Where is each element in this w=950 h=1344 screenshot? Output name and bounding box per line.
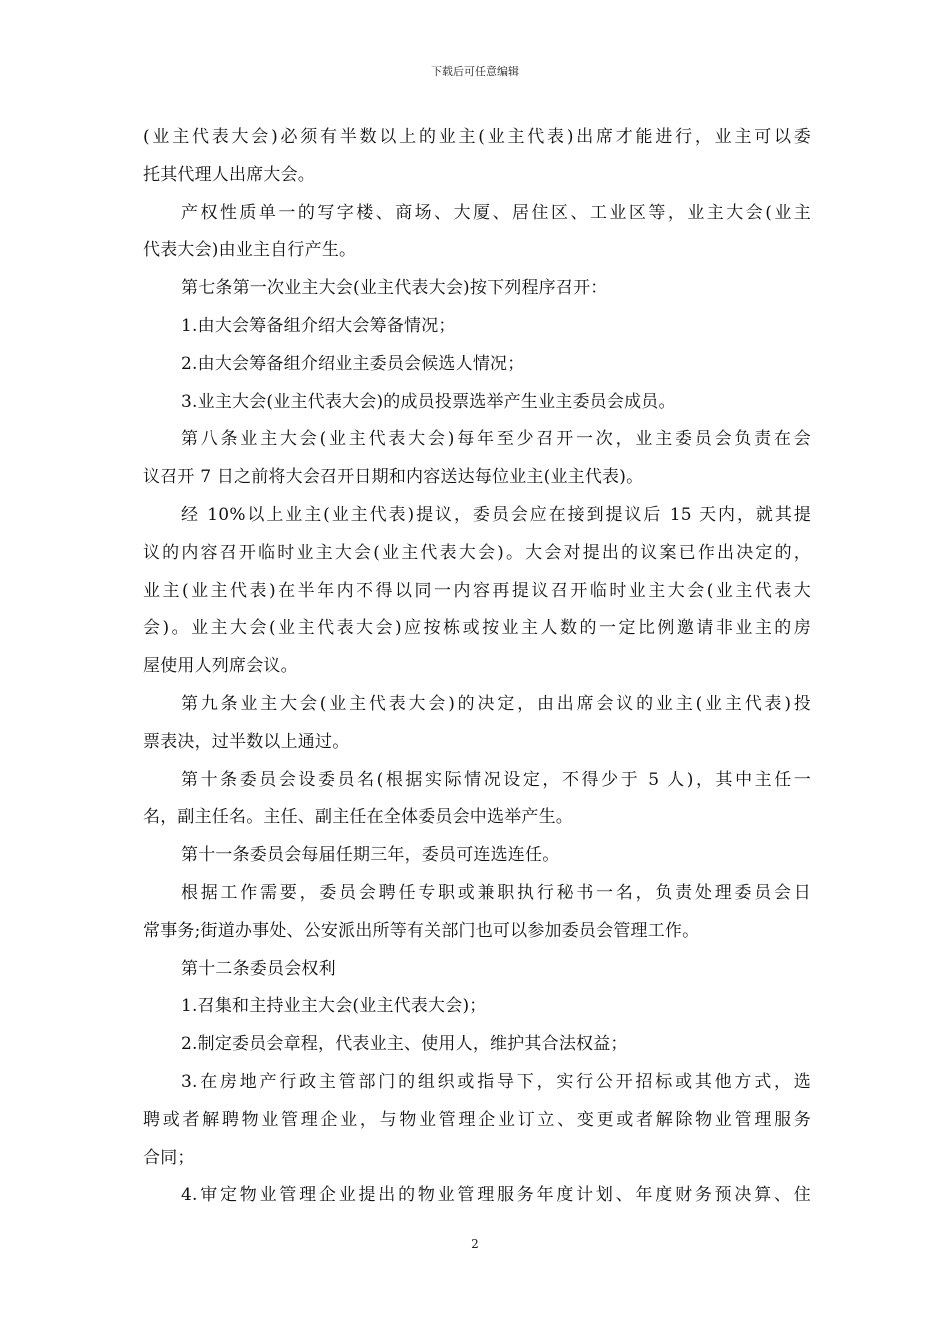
text-line: 票表决，过半数以上通过。 bbox=[143, 731, 350, 752]
text-line: 会)。业主大会(业主代表大会)应按栋或按业主人数的一定比例邀请非业主的房 bbox=[143, 618, 811, 639]
text-line: 产权性质单一的写字楼、商场、大厦、居住区、工业区等，业主大会(业主 bbox=[181, 202, 811, 223]
document-body bbox=[143, 119, 811, 1215]
text-line: 代表大会)由业主自行产生。 bbox=[143, 240, 357, 261]
text-line: 托其代理人出席大会。 bbox=[143, 164, 315, 185]
text-line: 经 10%以上业主(业主代表)提议，委员会应在接到提议后 15 天内，就其提 bbox=[181, 504, 811, 525]
text-line: 议的内容召开临时业主大会(业主代表大会)。大会对提出的议案已作出决定的， bbox=[143, 542, 811, 563]
text-line: 1.召集和主持业主大会(业主代表大会)； bbox=[181, 996, 487, 1017]
text-line: 第十条委员会设委员名(根据实际情况设定，不得少于 5 人)，其中主任一 bbox=[181, 769, 811, 790]
text-line: 名，副主任名。主任、副主任在全体委员会中选举产生。 bbox=[143, 807, 573, 828]
text-line: 第十一条委员会每届任期三年，委员可连选连任。 bbox=[181, 845, 560, 866]
text-line: 第九条业主大会(业主代表大会)的决定，由出席会议的业主(业主代表)投 bbox=[181, 693, 811, 714]
text-line: 聘或者解聘物业管理企业，与物业管理企业订立、变更或者解除物业管理服务 bbox=[143, 1109, 811, 1130]
text-line: 3.业主大会(业主代表大会)的成员投票选举产生业主委员会成员。 bbox=[181, 391, 676, 412]
text-line: 屋使用人列席会议。 bbox=[143, 656, 298, 677]
text-line: 议召开 7 日之前将大会召开日期和内容送达每位业主(业主代表)。 bbox=[143, 467, 644, 488]
text-line: 3.在房地产行政主管部门的组织或指导下，实行公开招标或其他方式，选 bbox=[181, 1071, 811, 1092]
text-line: 第八条业主大会(业主代表大会)每年至少召开一次，业主委员会负责在会 bbox=[181, 429, 811, 450]
page-number: 2 bbox=[471, 1237, 479, 1251]
text-line: 第七条第一次业主大会(业主代表大会)按下列程序召开： bbox=[181, 278, 608, 299]
text-line: 根据工作需要，委员会聘任专职或兼职执行秘书一名，负责处理委员会日 bbox=[181, 882, 811, 903]
text-line: 2.由大会筹备组介绍业主委员会候选人情况； bbox=[181, 353, 525, 374]
text-line: 常事务;街道办事处、公安派出所等有关部门也可以参加委员会管理工作。 bbox=[143, 920, 700, 941]
page-header: 下载后可任意编辑 bbox=[431, 65, 519, 78]
text-line: 合同； bbox=[143, 1147, 195, 1168]
text-line: 第十二条委员会权利 bbox=[181, 958, 336, 979]
text-line: (业主代表大会)必须有半数以上的业主(业主代表)出席才能进行，业主可以委 bbox=[143, 127, 811, 147]
text-line: 1.由大会筹备组介绍大会筹备情况； bbox=[181, 315, 456, 336]
text-line: 2.制定委员会章程，代表业主、使用人，维护其合法权益； bbox=[181, 1034, 628, 1055]
text-line: 4.审定物业管理企业提出的物业管理服务年度计划、年度财务预决算、住 bbox=[181, 1185, 811, 1206]
text-line: 业主(业主代表)在半年内不得以同一内容再提议召开临时业主大会(业主代表大 bbox=[143, 580, 811, 601]
